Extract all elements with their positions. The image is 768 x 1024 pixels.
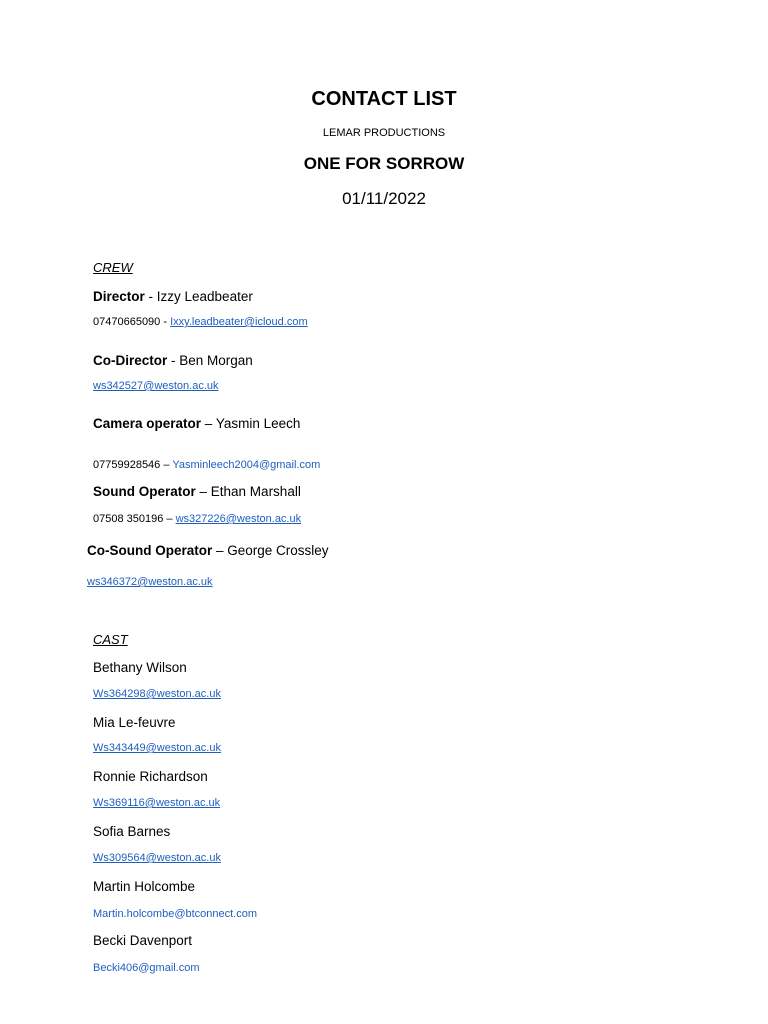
cast-member-email-link[interactable]: Ws369116@weston.ac.uk [93,797,221,809]
co-director-email-link[interactable]: ws342527@weston.ac.uk [93,380,219,392]
director-contact [93,316,308,328]
document-date: 01/11/2022 [342,189,426,208]
sound-operator-line [93,484,301,499]
cast-member-contact [93,962,200,974]
co-director-name: Ben Morgan [179,353,253,368]
sound-operator-contact [93,513,301,525]
sound-operator-phone: 07508 350196 – [93,513,176,525]
cast-member-name: Martin Holcombe [93,879,196,894]
camera-operator-phone: 07759928546 – [93,459,173,471]
cast-member-email-link[interactable]: Becki406@gmail.com [93,962,200,974]
director-email-link[interactable]: Ixxy.leadbeater@icloud.com [170,316,308,328]
cast-member-name: Mia Le-feuvre [93,715,176,730]
director-phone: 07470665090 - [93,316,171,328]
camera-operator-contact [93,459,320,471]
cast-member-email-link[interactable]: Ws343449@weston.ac.uk [93,742,221,754]
sound-operator-email-link[interactable]: ws327226@weston.ac.uk [175,513,302,525]
director-separator: - [144,289,157,304]
cast-member-contact [93,908,257,920]
director-role: Director [93,289,145,304]
co-director-role: Co-Director [93,353,168,368]
cast-member-name: Bethany Wilson [93,660,187,675]
production-title: ONE FOR SORROW [303,154,465,173]
director-name: Izzy Leadbeater [156,289,253,304]
crew-heading: CREW [93,260,133,275]
co-director-line [93,353,253,368]
company-name: LEMAR PRODUCTIONS [322,127,446,139]
sound-operator-role: Sound Operator [93,484,196,499]
co-director-contact [93,380,219,392]
camera-operator-role: Camera operator [93,416,202,431]
co-director-separator: - [167,353,180,368]
co-sound-operator-line [87,543,329,558]
cast-member-email-link[interactable]: Martin.holcombe@btconnect.com [93,908,258,920]
cast-member-name: Becki Davenport [93,933,193,948]
camera-operator-email-link[interactable]: Yasminleech2004@gmail.com [172,459,321,471]
cast-heading: CAST [93,632,128,647]
cast-member-name: Sofia Barnes [93,824,171,839]
co-sound-operator-email-link[interactable]: ws346372@weston.ac.uk [87,576,213,588]
cast-member-contact [93,742,221,754]
camera-operator-name: Yasmin Leech [215,416,301,431]
cast-member-contact [93,852,221,864]
cast-member-name: Ronnie Richardson [93,769,208,784]
director-line [93,289,253,304]
camera-operator-separator: – [201,416,216,431]
cast-member-email-link[interactable]: Ws364298@weston.ac.uk [93,688,221,700]
co-sound-operator-role: Co-Sound Operator [87,543,213,558]
co-sound-operator-name: George Crossley [227,543,329,558]
co-sound-operator-contact [87,576,213,588]
sound-operator-name: Ethan Marshall [210,484,301,499]
page-title: CONTACT LIST [311,88,457,110]
camera-operator-line [93,416,300,431]
sound-operator-separator: – [195,484,211,499]
cast-member-contact [93,688,221,700]
co-sound-operator-separator: – [212,543,228,558]
cast-member-email-link[interactable]: Ws309564@weston.ac.uk [93,852,221,864]
cast-member-contact [93,797,220,809]
